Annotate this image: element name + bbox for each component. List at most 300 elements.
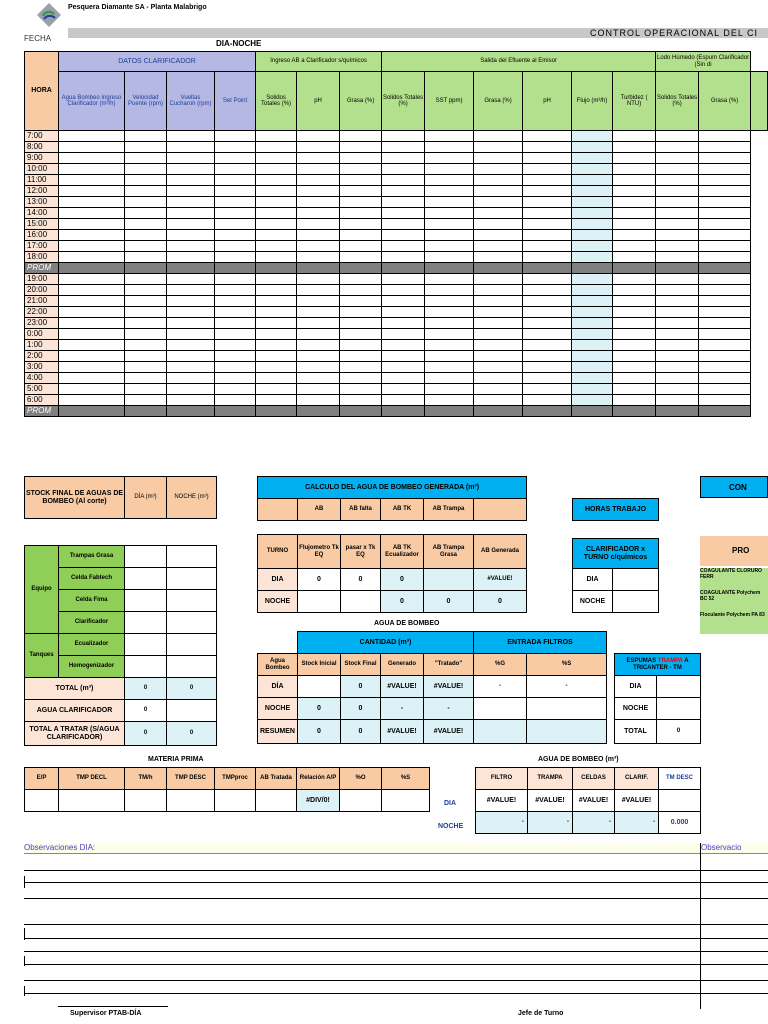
data-cell[interactable]: [382, 197, 425, 208]
data-cell[interactable]: [613, 318, 656, 329]
data-cell[interactable]: [425, 329, 474, 340]
data-cell[interactable]: [382, 395, 425, 406]
data-cell[interactable]: [613, 219, 656, 230]
data-cell[interactable]: [474, 219, 523, 230]
cell[interactable]: [167, 656, 217, 678]
data-cell[interactable]: [425, 164, 474, 175]
data-cell[interactable]: [572, 219, 613, 230]
data-cell[interactable]: [340, 362, 382, 373]
data-cell[interactable]: [382, 384, 425, 395]
data-cell[interactable]: [474, 318, 523, 329]
calc-cell[interactable]: [341, 591, 381, 613]
data-cell[interactable]: [523, 153, 572, 164]
data-cell[interactable]: [474, 307, 523, 318]
data-cell[interactable]: [125, 208, 167, 219]
data-cell[interactable]: [425, 285, 474, 296]
data-cell[interactable]: [613, 373, 656, 384]
data-cell[interactable]: [425, 241, 474, 252]
data-cell[interactable]: [59, 241, 125, 252]
data-cell[interactable]: [297, 186, 340, 197]
data-cell[interactable]: [382, 164, 425, 175]
data-cell[interactable]: [425, 395, 474, 406]
cell[interactable]: [340, 790, 382, 812]
data-cell[interactable]: [256, 329, 297, 340]
data-cell[interactable]: [572, 395, 613, 406]
data-cell[interactable]: [125, 142, 167, 153]
data-cell[interactable]: [340, 241, 382, 252]
data-cell[interactable]: [167, 329, 215, 340]
data-cell[interactable]: [382, 219, 425, 230]
data-cell[interactable]: [382, 153, 425, 164]
data-cell[interactable]: [340, 318, 382, 329]
data-cell[interactable]: [656, 296, 699, 307]
data-cell[interactable]: [613, 329, 656, 340]
data-cell[interactable]: [382, 230, 425, 241]
data-cell[interactable]: [297, 384, 340, 395]
data-cell[interactable]: [474, 296, 523, 307]
data-cell[interactable]: [474, 384, 523, 395]
data-cell[interactable]: [523, 307, 572, 318]
data-cell[interactable]: [340, 329, 382, 340]
data-cell[interactable]: [425, 175, 474, 186]
data-cell[interactable]: [656, 373, 699, 384]
cell[interactable]: [125, 790, 167, 812]
data-cell[interactable]: [59, 329, 125, 340]
cell[interactable]: [613, 591, 659, 613]
data-cell[interactable]: [382, 307, 425, 318]
data-cell[interactable]: [572, 373, 613, 384]
data-cell[interactable]: [340, 142, 382, 153]
data-cell[interactable]: [382, 131, 425, 142]
data-cell[interactable]: [656, 384, 699, 395]
data-cell[interactable]: [699, 164, 751, 175]
data-cell[interactable]: [523, 142, 572, 153]
data-cell[interactable]: [699, 208, 751, 219]
data-cell[interactable]: [256, 186, 297, 197]
data-cell[interactable]: [167, 274, 215, 285]
data-cell[interactable]: [59, 186, 125, 197]
data-cell[interactable]: [59, 197, 125, 208]
data-cell[interactable]: [474, 373, 523, 384]
data-cell[interactable]: [215, 351, 256, 362]
data-cell[interactable]: [699, 153, 751, 164]
data-cell[interactable]: [297, 296, 340, 307]
data-cell[interactable]: [613, 230, 656, 241]
data-cell[interactable]: [340, 296, 382, 307]
data-cell[interactable]: [699, 395, 751, 406]
cell[interactable]: [167, 634, 217, 656]
data-cell[interactable]: [382, 329, 425, 340]
data-cell[interactable]: [340, 384, 382, 395]
data-cell[interactable]: [215, 208, 256, 219]
data-cell[interactable]: [256, 318, 297, 329]
data-cell[interactable]: [125, 329, 167, 340]
data-cell[interactable]: [125, 384, 167, 395]
data-cell[interactable]: [523, 395, 572, 406]
data-cell[interactable]: [382, 241, 425, 252]
data-cell[interactable]: [297, 197, 340, 208]
data-cell[interactable]: [340, 230, 382, 241]
data-cell[interactable]: [215, 362, 256, 373]
data-cell[interactable]: [613, 274, 656, 285]
data-cell[interactable]: [59, 285, 125, 296]
data-cell[interactable]: [656, 131, 699, 142]
data-cell[interactable]: [256, 153, 297, 164]
data-cell[interactable]: [523, 241, 572, 252]
data-cell[interactable]: [167, 142, 215, 153]
data-cell[interactable]: [523, 274, 572, 285]
data-cell[interactable]: [523, 329, 572, 340]
data-cell[interactable]: [59, 340, 125, 351]
data-cell[interactable]: [425, 351, 474, 362]
data-cell[interactable]: [572, 296, 613, 307]
data-cell[interactable]: [613, 285, 656, 296]
data-cell[interactable]: [425, 362, 474, 373]
data-cell[interactable]: [125, 395, 167, 406]
data-cell[interactable]: [382, 296, 425, 307]
data-cell[interactable]: [167, 197, 215, 208]
data-cell[interactable]: [425, 208, 474, 219]
data-cell[interactable]: [572, 142, 613, 153]
data-cell[interactable]: [572, 318, 613, 329]
data-cell[interactable]: [297, 153, 340, 164]
cell[interactable]: [167, 790, 215, 812]
data-cell[interactable]: [425, 230, 474, 241]
data-cell[interactable]: [656, 340, 699, 351]
calc-cell[interactable]: [298, 591, 341, 613]
data-cell[interactable]: [125, 296, 167, 307]
data-cell[interactable]: [125, 307, 167, 318]
cell[interactable]: [167, 546, 217, 568]
data-cell[interactable]: [656, 241, 699, 252]
data-cell[interactable]: [59, 208, 125, 219]
data-cell[interactable]: [425, 274, 474, 285]
bombeo-cell[interactable]: [298, 676, 341, 698]
data-cell[interactable]: [613, 208, 656, 219]
data-cell[interactable]: [474, 131, 523, 142]
data-cell[interactable]: [256, 131, 297, 142]
data-cell[interactable]: [297, 142, 340, 153]
data-cell[interactable]: [340, 395, 382, 406]
data-cell[interactable]: [572, 340, 613, 351]
cell[interactable]: [125, 568, 167, 590]
data-cell[interactable]: [572, 131, 613, 142]
data-cell[interactable]: [523, 252, 572, 263]
data-cell[interactable]: [297, 274, 340, 285]
data-cell[interactable]: [474, 274, 523, 285]
data-cell[interactable]: [474, 164, 523, 175]
data-cell[interactable]: [125, 241, 167, 252]
data-cell[interactable]: [656, 252, 699, 263]
data-cell[interactable]: [474, 340, 523, 351]
data-cell[interactable]: [699, 285, 751, 296]
data-cell[interactable]: [215, 318, 256, 329]
data-cell[interactable]: [167, 296, 215, 307]
data-cell[interactable]: [572, 329, 613, 340]
data-cell[interactable]: [297, 241, 340, 252]
data-cell[interactable]: [125, 373, 167, 384]
data-cell[interactable]: [572, 351, 613, 362]
data-cell[interactable]: [382, 351, 425, 362]
data-cell[interactable]: [425, 307, 474, 318]
data-cell[interactable]: [167, 362, 215, 373]
data-cell[interactable]: [572, 241, 613, 252]
cell[interactable]: [125, 590, 167, 612]
data-cell[interactable]: [256, 230, 297, 241]
data-cell[interactable]: [215, 329, 256, 340]
data-cell[interactable]: [59, 307, 125, 318]
data-cell[interactable]: [256, 285, 297, 296]
data-cell[interactable]: [474, 395, 523, 406]
data-cell[interactable]: [656, 186, 699, 197]
data-cell[interactable]: [256, 340, 297, 351]
data-cell[interactable]: [215, 197, 256, 208]
data-cell[interactable]: [215, 164, 256, 175]
data-cell[interactable]: [256, 395, 297, 406]
data-cell[interactable]: [59, 362, 125, 373]
data-cell[interactable]: [613, 296, 656, 307]
data-cell[interactable]: [613, 384, 656, 395]
data-cell[interactable]: [340, 307, 382, 318]
data-cell[interactable]: [340, 175, 382, 186]
data-cell[interactable]: [167, 219, 215, 230]
data-cell[interactable]: [167, 153, 215, 164]
data-cell[interactable]: [699, 329, 751, 340]
data-cell[interactable]: [382, 318, 425, 329]
cell[interactable]: [125, 612, 167, 634]
data-cell[interactable]: [699, 142, 751, 153]
data-cell[interactable]: [474, 329, 523, 340]
data-cell[interactable]: [656, 307, 699, 318]
data-cell[interactable]: [340, 131, 382, 142]
cell[interactable]: [25, 790, 59, 812]
data-cell[interactable]: [125, 153, 167, 164]
data-cell[interactable]: [613, 197, 656, 208]
cell[interactable]: [215, 790, 256, 812]
data-cell[interactable]: [613, 142, 656, 153]
data-cell[interactable]: [297, 318, 340, 329]
data-cell[interactable]: [297, 208, 340, 219]
data-cell[interactable]: [297, 230, 340, 241]
data-cell[interactable]: [572, 153, 613, 164]
data-cell[interactable]: [215, 340, 256, 351]
data-cell[interactable]: [256, 351, 297, 362]
data-cell[interactable]: [572, 252, 613, 263]
data-cell[interactable]: [125, 219, 167, 230]
data-cell[interactable]: [167, 208, 215, 219]
data-cell[interactable]: [125, 197, 167, 208]
data-cell[interactable]: [59, 351, 125, 362]
data-cell[interactable]: [523, 296, 572, 307]
data-cell[interactable]: [167, 340, 215, 351]
data-cell[interactable]: [699, 230, 751, 241]
data-cell[interactable]: [382, 252, 425, 263]
data-cell[interactable]: [523, 362, 572, 373]
data-cell[interactable]: [297, 395, 340, 406]
data-cell[interactable]: [656, 362, 699, 373]
data-cell[interactable]: [59, 384, 125, 395]
data-cell[interactable]: [125, 230, 167, 241]
data-cell[interactable]: [523, 131, 572, 142]
data-cell[interactable]: [125, 318, 167, 329]
data-cell[interactable]: [215, 142, 256, 153]
data-cell[interactable]: [382, 340, 425, 351]
data-cell[interactable]: [572, 274, 613, 285]
data-cell[interactable]: [613, 351, 656, 362]
data-cell[interactable]: [474, 241, 523, 252]
data-cell[interactable]: [297, 351, 340, 362]
data-cell[interactable]: [474, 175, 523, 186]
data-cell[interactable]: [256, 362, 297, 373]
data-cell[interactable]: [699, 274, 751, 285]
data-cell[interactable]: [125, 175, 167, 186]
data-cell[interactable]: [297, 307, 340, 318]
data-cell[interactable]: [613, 307, 656, 318]
data-cell[interactable]: [215, 153, 256, 164]
data-cell[interactable]: [474, 252, 523, 263]
data-cell[interactable]: [699, 351, 751, 362]
data-cell[interactable]: [215, 384, 256, 395]
data-cell[interactable]: [215, 186, 256, 197]
data-cell[interactable]: [382, 175, 425, 186]
data-cell[interactable]: [297, 175, 340, 186]
data-cell[interactable]: [167, 351, 215, 362]
observaciones-dia[interactable]: [24, 843, 700, 854]
data-cell[interactable]: [59, 318, 125, 329]
data-cell[interactable]: [340, 285, 382, 296]
data-cell[interactable]: [572, 230, 613, 241]
data-cell[interactable]: [340, 274, 382, 285]
data-cell[interactable]: [215, 373, 256, 384]
data-cell[interactable]: [523, 197, 572, 208]
data-cell[interactable]: [572, 164, 613, 175]
data-cell[interactable]: [656, 175, 699, 186]
data-cell[interactable]: [59, 164, 125, 175]
data-cell[interactable]: [215, 219, 256, 230]
cell[interactable]: [613, 569, 659, 591]
data-cell[interactable]: [656, 318, 699, 329]
data-cell[interactable]: [474, 351, 523, 362]
data-cell[interactable]: [474, 285, 523, 296]
data-cell[interactable]: [425, 197, 474, 208]
data-cell[interactable]: [167, 373, 215, 384]
data-cell[interactable]: [167, 241, 215, 252]
data-cell[interactable]: [699, 296, 751, 307]
data-cell[interactable]: [215, 274, 256, 285]
data-cell[interactable]: [59, 395, 125, 406]
data-cell[interactable]: [523, 186, 572, 197]
data-cell[interactable]: [125, 362, 167, 373]
data-cell[interactable]: [523, 164, 572, 175]
data-cell[interactable]: [340, 340, 382, 351]
data-cell[interactable]: [297, 362, 340, 373]
data-cell[interactable]: [215, 241, 256, 252]
data-cell[interactable]: [215, 175, 256, 186]
data-cell[interactable]: [425, 340, 474, 351]
data-cell[interactable]: [523, 384, 572, 395]
data-cell[interactable]: [340, 373, 382, 384]
data-cell[interactable]: [425, 131, 474, 142]
data-cell[interactable]: [340, 208, 382, 219]
data-cell[interactable]: [656, 285, 699, 296]
data-cell[interactable]: [215, 131, 256, 142]
cell[interactable]: [125, 634, 167, 656]
cell[interactable]: [382, 790, 430, 812]
data-cell[interactable]: [382, 285, 425, 296]
data-cell[interactable]: [340, 197, 382, 208]
data-cell[interactable]: [425, 186, 474, 197]
data-cell[interactable]: [523, 208, 572, 219]
cell[interactable]: [59, 790, 125, 812]
data-cell[interactable]: [656, 153, 699, 164]
data-cell[interactable]: [425, 384, 474, 395]
data-cell[interactable]: [59, 274, 125, 285]
data-cell[interactable]: [125, 186, 167, 197]
data-cell[interactable]: [572, 384, 613, 395]
data-cell[interactable]: [125, 285, 167, 296]
data-cell[interactable]: [656, 395, 699, 406]
data-cell[interactable]: [699, 384, 751, 395]
data-cell[interactable]: [699, 197, 751, 208]
data-cell[interactable]: [340, 186, 382, 197]
cell[interactable]: [167, 568, 217, 590]
data-cell[interactable]: [572, 186, 613, 197]
data-cell[interactable]: [125, 252, 167, 263]
data-cell[interactable]: [425, 373, 474, 384]
data-cell[interactable]: [699, 340, 751, 351]
data-cell[interactable]: [382, 373, 425, 384]
cell[interactable]: [167, 612, 217, 634]
data-cell[interactable]: [256, 307, 297, 318]
cell[interactable]: [657, 698, 701, 720]
data-cell[interactable]: [256, 208, 297, 219]
data-cell[interactable]: [125, 274, 167, 285]
data-cell[interactable]: [256, 197, 297, 208]
data-cell[interactable]: [167, 307, 215, 318]
data-cell[interactable]: [256, 384, 297, 395]
data-cell[interactable]: [167, 186, 215, 197]
data-cell[interactable]: [340, 164, 382, 175]
data-cell[interactable]: [613, 362, 656, 373]
data-cell[interactable]: [340, 153, 382, 164]
data-cell[interactable]: [256, 142, 297, 153]
data-cell[interactable]: [215, 296, 256, 307]
cell[interactable]: [657, 676, 701, 698]
data-cell[interactable]: [382, 208, 425, 219]
data-cell[interactable]: [523, 230, 572, 241]
data-cell[interactable]: [474, 197, 523, 208]
data-cell[interactable]: [167, 252, 215, 263]
data-cell[interactable]: [613, 175, 656, 186]
data-cell[interactable]: [59, 230, 125, 241]
data-cell[interactable]: [656, 351, 699, 362]
data-cell[interactable]: [167, 175, 215, 186]
data-cell[interactable]: [256, 373, 297, 384]
data-cell[interactable]: [699, 362, 751, 373]
data-cell[interactable]: [613, 395, 656, 406]
data-cell[interactable]: [382, 186, 425, 197]
data-cell[interactable]: [256, 241, 297, 252]
data-cell[interactable]: [297, 131, 340, 142]
data-cell[interactable]: [167, 318, 215, 329]
data-cell[interactable]: [572, 285, 613, 296]
data-cell[interactable]: [523, 175, 572, 186]
cell[interactable]: [167, 590, 217, 612]
data-cell[interactable]: [656, 274, 699, 285]
data-cell[interactable]: [59, 252, 125, 263]
data-cell[interactable]: [125, 340, 167, 351]
data-cell[interactable]: [474, 153, 523, 164]
